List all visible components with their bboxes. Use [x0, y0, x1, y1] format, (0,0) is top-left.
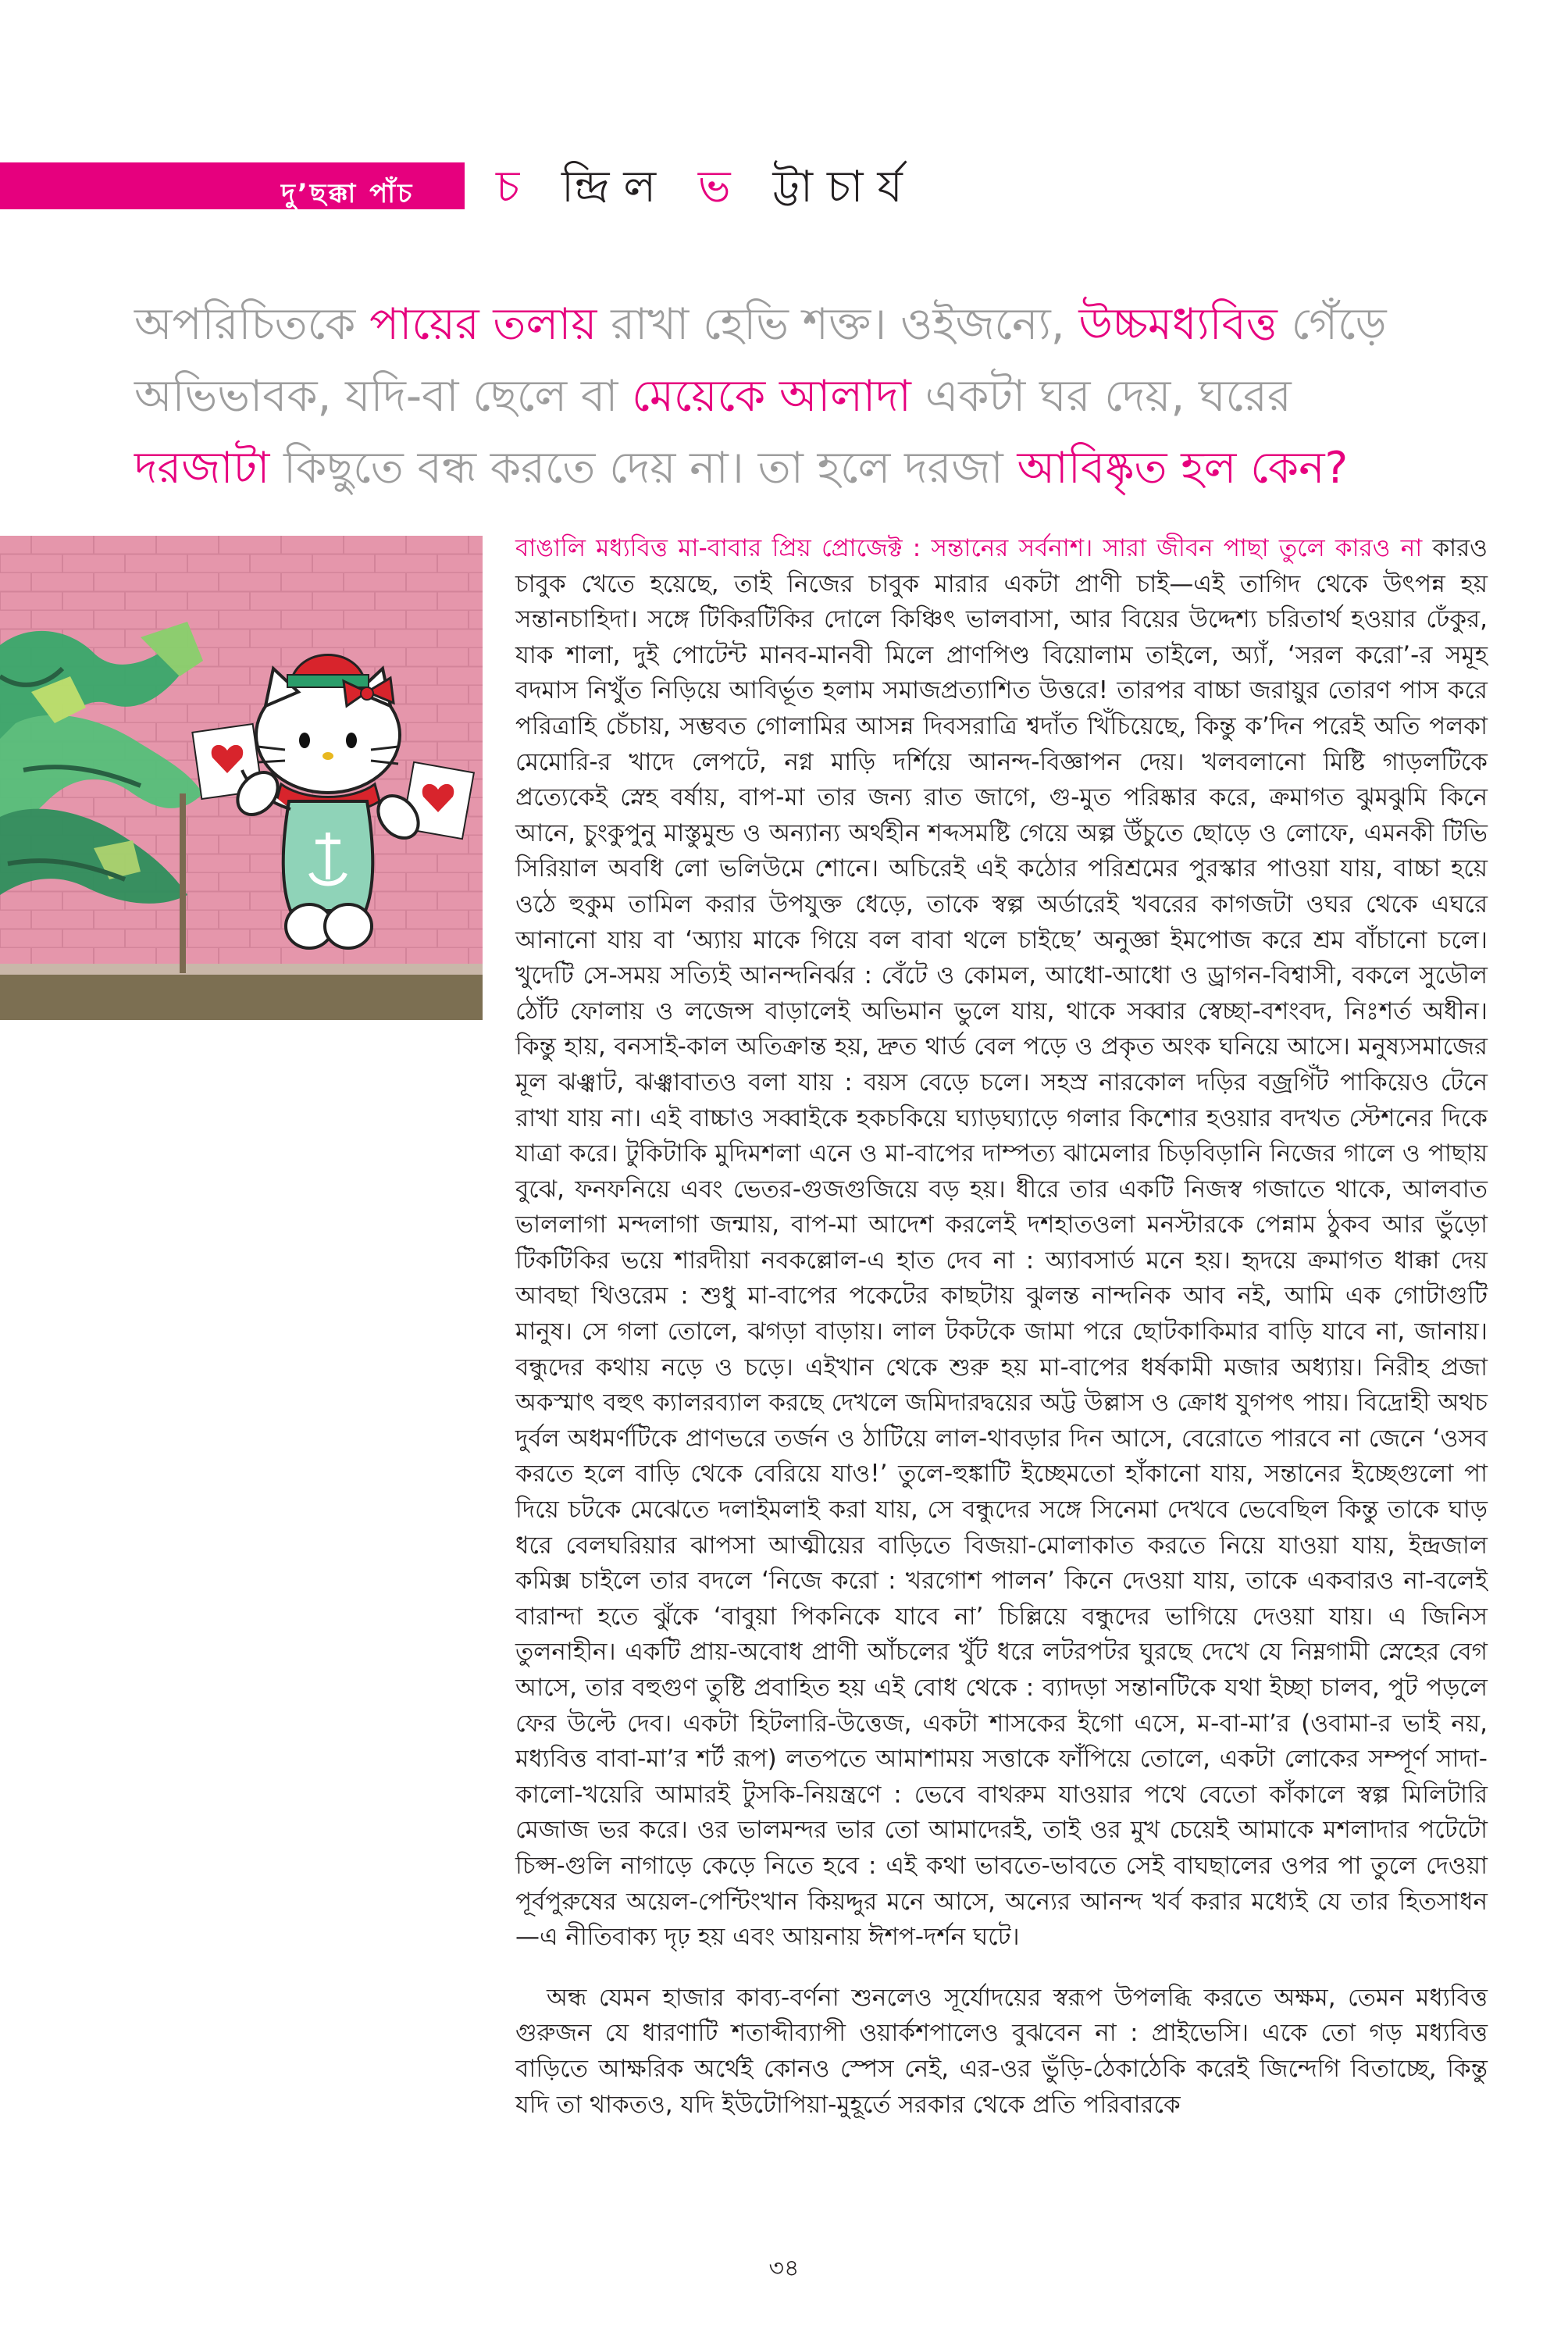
- author-initial-2: ভ: [697, 162, 745, 212]
- deck-text: অভিভাবক, যদি-বা ছেলে বা: [134, 371, 633, 422]
- deck-highlight: আবিষ্কৃত হল কেন?: [1017, 443, 1349, 494]
- author-name: [496, 153, 917, 226]
- article-body: [515, 531, 1488, 2123]
- graffiti-photo: [0, 536, 483, 1020]
- author-initial-1: চ: [496, 162, 534, 212]
- pull-quote: [134, 289, 1470, 505]
- body-paragraph-1-text: কারও চাবুক খেতে হয়েছে, তাই নিজের চাবুক মারার একটা প্রাণী চাই—এই তাগিদ থেকে উৎপন্ন হয় সন্তানচাহিদা। সঙ্গে টিকিরটিকির দোলে কিঞ্চিৎ ভালবাসা, আর বিয়ের উদ্দেশ্য চরিতার্থ হওয়ার ঢেঁকুর, যাক শালা, দুই পোটেন্ট মানব-মানবী মিলে প্রাণপিণ্ড বিয়োলাম তাইলে, অ্যাঁ, ‘সরল করো’-র সমূহ বদমাস নিখুঁত নিড়িয়ে আবির্ভূত হলাম সমাজপ্রত্যাশিত উত্তরে! তারপর বাচ্চা জরায়ুর তোরণ পাস করে পরিত্রাহি চেঁচায়, সম্ভবত গোলামির আসন্ন দিবসরাত্রি শ্বদাঁত খিঁচিয়েছে, কিন্তু ক’দিন পরেই অতি পলকা মেমোরি-র খাদে লেপটে, নগ্ন মাড়ি দর্শিয়ে আনন্দ-বিজ্ঞাপন দেয়। খলবলানো মিষ্টি গাড়লটিকে প্রত্যেকেই স্নেহ বর্ষায়, বাপ-মা তার জন্য রাত জাগে, গু-মুত পরিষ্কার করে, ক্রমাগত ঝুমঝুমি কিনে আনে, চুংকুপুনু মাস্তুমুন্ড ও অন্যান্য অর্থহীন শব্দসমষ্টি গেয়ে অল্প উঁচুতে ছোড়ে ও লোফে, এমনকী টিভি সিরিয়াল অবধি লো ভলিউমে শোনে। অচিরেই এই কঠোর পরিশ্রমের পুরস্কার পাওয়া যায়, বাচ্চা হয়ে ওঠে হুকুম তামিল করার উপযুক্ত ধেড়ে, তাকে স্বল্প অর্ডারেই খবরের কাগজটা ওঘর থেকে এঘরে আনানো যায় বা ‘অ্যায় মাকে গিয়ে বল বাবা থলে চাইছে’ অনুজ্ঞা ইমপোজ করে শ্রম বাঁচানো চলে। খুদেটি সে-সময় সত্যিই আনন্দনির্ঝর : বেঁটে ও কোমল, আধো-আধো ও ড্রাগন-বিশ্বাসী, বকলে সুডৌল ঠোঁট ফোলায় ও লজেন্স বাড়ালেই অভিমান ভুলে যায়, থাকে সব্বার স্বেচ্ছা-বশংবদ, নিঃশর্ত অধীন। কিন্তু হায়, বনসাই-কাল অতিক্রান্ত হয়, দ্রুত থার্ড বেল পড়ে ও প্রকৃত অংক ঘনিয়ে আসে। মনুষ্যসমাজের মূল ঝঞ্ঝাট, ঝঞ্ঝাবাতও বলা যায় : বয়স বেড়ে চলে। সহস্র নারকোল দড়ির বজ্রগিঁট পাকিয়েও টেনে রাখা যায় না। এই বাচ্চাও সব্বাইকে হকচকিয়ে ঘ্যাড়ঘ্যাড়ে গলার কিশোর হওয়ার বদখত স্টেশনের দিকে যাত্রা করে। টুকিটাকি মুদিমশলা এনে ও মা-বাপের দাম্পত্য ঝামেলার চিড়বিড়ানি নিজের গালে ও পাছায় বুঝে, ফনফনিয়ে এবং ভেতর-গুজগুজিয়ে বড় হয়। ধীরে তার একটি নিজস্ব গজাতে থাকে, আলবাত ভাললাগা মন্দলাগা জন্মায়, বাপ-মা আদেশ করলেই দশহাতওলা মনস্টারকে পেন্নাম ঠুকব আর ভুঁড়ো টিকটিকির ভয়ে শারদীয়া নবকল্লোল-এ হাত দেব না : অ্যাবসার্ড মনে হয়। হৃদয়ে ক্রমাগত ধাক্কা দেয় আবছা থিওরেম : শুধু মা-বাপের পকেটের কাছটায় ঝুলন্ত নান্দনিক আব নই, আমি এক গোটাগুটি মানুষ। সে গলা তোলে, ঝগড়া বাড়ায়। লাল টকটকে জামা পরে ছোটকাকিমার বাড়ি যাবে না, জানায়। বন্ধুদের কথায় নড়ে ও চড়ে। এইখান থেকে শুরু হয় মা-বাপের ধর্ষকামী মজার অধ্যায়। নিরীহ প্রজা অকস্মাৎ বহুৎ ক্যালরব্যাল করছে দেখলে জমিদারদ্বয়ের অট্ট উল্লাস ও ক্রোধ যুগপৎ পায়। বিদ্রোহী অথচ দুর্বল অধমর্ণটিকে প্রাণভরে তর্জন ও ঠাটিয়ে লাল-থাবড়ার দিন আসে, বেরোতে পারবে না জেনে ‘ওসব করতে হলে বাড়ি থেকে বেরিয়ে যাও!’ তুলে-হুঙ্কাটি ইচ্ছেমতো হাঁকানো যায়, সন্তানের ইচ্ছেগুলো পা দিয়ে চটকে মেঝেতে দলাইমলাই করা যায়, সে বন্ধুদের সঙ্গে সিনেমা দেখবে ভেবেছিল কিন্তু তাকে ঘাড় ধরে বেলঘরিয়ার ঝাপসা আত্মীয়ের বাড়িতে বিজয়া-মোলাকাত করতে নিয়ে যাওয়া যায়, ইন্দ্রজাল কমিক্স চাইলে তার বদলে ‘নিজে করো : খরগোশ পালন’ কিনে দেওয়া যায়, তাকে একবারও না-বলেই বারান্দা হতে ঝুঁকে ‘বাবুয়া পিকনিকে যাবে না’ চিল্লিয়ে বন্ধুদের ভাগিয়ে দেওয়া যায়। এ জিনিস তুলনাহীন। একটি প্রায়-অবোধ প্রাণী আঁচলের খুঁট ধরে লটরপটর ঘুরছে দেখে যে নিম্নগামী স্নেহের বেগ আসে, তার বহুগুণ তুষ্টি প্রবাহিত হয় এই বোধ থেকে : ব্যাদড়া সন্তানটিকে যথা ইচ্ছা চালব, পুট পড়লে ফের উল্টে দেব। একটা হিটলারি-উত্তেজ, একটা শাসকের ইগো এসে, ম-বা-মা’র (ওবামা-র ভাই নয়, মধ্যবিত্ত বাবা-মা’র শর্ট রূপ) লতপতে আমাশাময় সত্তাকে ফাঁপিয়ে তোলে, একটা লোকের সম্পূর্ণ সাদা-কালো-খয়েরি আমারই টুসকি-নিয়ন্ত্রণে : ভেবে বাথরুম যাওয়ার পথে বেতো কাঁকালে স্বল্প মিলিটারি মেজাজ ভর করে। ওর ভালমন্দর ভার তো আমাদেরই, তাই ওর মুখ চেয়েই আমাকে মশলাদার পটেটো চিপ্স-গুলি নাগাড়ে কেড়ে নিতে হবে : এই কথা ভাবতে-ভাবতে সেই বাঘছালের ওপর পা তুলে দেওয়া পূর্বপুরুষের অয়েল-পেন্টিংখান কিয়দ্দুর মনে আসে, অন্যের আনন্দ খর্ব করার মধ্যেই যে তার হিতসাধন—এ নীতিবাক্য দৃঢ় হয় এবং আয়নায় ঈশপ-দর্শন ঘটে।: [515, 534, 1488, 1952]
- pull-quote-line-2: [134, 361, 1470, 433]
- body-paragraph-1: [515, 531, 1488, 1956]
- deck-text: একটা ঘর দেয়, ঘরের: [911, 371, 1292, 422]
- body-paragraph-2: অন্ধ যেমন হাজার কাব্য-বর্ণনা শুনলেও সূর্যোদয়ের স্বরূপ উপলব্ধি করতে অক্ষম, তেমন মধ্যবিত্ত গুরুজন যে ধারণাটি শতাব্দীব্যাপী ওয়ার্কশপালেও বুঝবেন না : প্রাইভেসি। একে তো গড় মধ্যবিত্ত বাড়িতে আক্ষরিক অর্থেই কোনও স্পেস নেই, এর-ওর ভুঁড়ি-ঠেকাঠেকি করেই জিন্দেগি বিতাচ্ছে, কিন্তু যদি তা থাকতও, যদি ইউটোপিয়া-মুহূর্তে সরকার থেকে প্রতি পরিবারকে: [515, 1983, 1488, 2119]
- deck-text: কিছুতে বন্ধ করতে দেয় না। তা হলে দরজা: [269, 443, 1017, 494]
- deck-highlight: উচ্চমধ্যবিত্ত: [1078, 299, 1278, 350]
- deck-text: রাখা হেভি শক্ত। ওইজন্যে,: [597, 299, 1079, 350]
- pull-quote-line-3: [134, 433, 1470, 505]
- author-name-part-2: ট্টাচার্য: [772, 162, 917, 212]
- deck-highlight: পায়ের তলায়: [369, 299, 597, 350]
- author-name-part-1: ন্দ্রিল: [561, 162, 671, 212]
- deck-highlight: মেয়েকে আলাদা: [632, 371, 911, 422]
- hello-kitty-graffiti-image: [0, 536, 483, 1020]
- deck-text: গেঁড়ে: [1277, 299, 1387, 350]
- body-lead-in: বাঙালি মধ্যবিত্ত মা-বাবার প্রিয় প্রোজেক্ট : সন্তানের সর্বনাশ। সারা জীবন পাছা তুলে কারও না: [515, 534, 1423, 562]
- deck-highlight: দরজাটা: [134, 443, 270, 494]
- page-number: ৩৪: [768, 2255, 800, 2282]
- series-label: দু’ছক্কা পাঁচ: [281, 178, 415, 209]
- pull-quote-line-1: [134, 289, 1470, 361]
- deck-text: অপরিচিতকে: [134, 299, 370, 350]
